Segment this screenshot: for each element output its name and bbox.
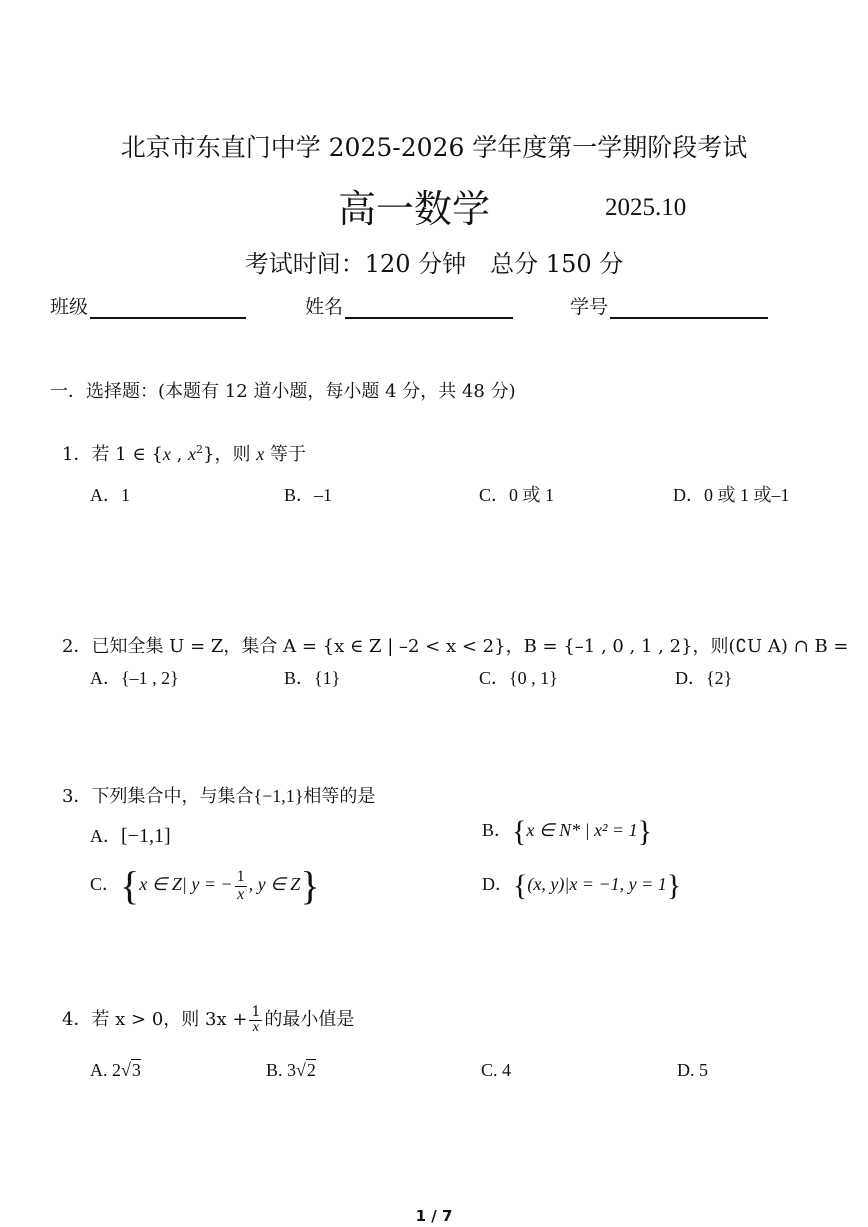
q1-comma: , — [170, 444, 189, 465]
q1-var: x — [162, 444, 171, 464]
q4-option-b — [266, 1060, 316, 1081]
q3-option-d — [482, 870, 681, 901]
q3-text-pre: 下列集合中，与集合 — [91, 786, 254, 807]
q2-option-b: B．{1} — [284, 668, 341, 688]
q2-option-d: D．{2} — [675, 668, 733, 688]
sqrt-icon: √ — [296, 1060, 306, 1080]
exam-date: 2025.10 — [605, 194, 687, 221]
fraction — [235, 869, 247, 904]
option-label: C． — [90, 874, 121, 895]
q3-option-c — [90, 863, 320, 908]
student-id-label: 学号 — [570, 296, 609, 318]
fraction-numerator: 1 — [251, 1004, 261, 1020]
q2-option-c: C．{0 , 1} — [479, 668, 558, 688]
question-2-stem: 2．已知全集 U = Z，集合 A = {x ∈ Z | –2 < x < 2}，B = {–1 , 0 , 1 , 2}，则(∁U A) ∩ B = — [62, 636, 849, 657]
q4-text-pre: 若 x > 0，则 3x + — [91, 1009, 248, 1031]
question-number: 1． — [62, 444, 92, 465]
q1-exponent: 2 — [196, 443, 204, 456]
q1-option-b: B．–1 — [284, 485, 333, 505]
option-text: A. 2 — [90, 1060, 121, 1080]
q1-option-c: C．0 或 1 — [479, 485, 555, 505]
option-label: D． — [482, 874, 513, 894]
question-number: 3． — [62, 786, 92, 807]
fraction-numerator: 1 — [236, 867, 245, 885]
q4-option-d: D. 5 — [677, 1060, 708, 1080]
fraction-denominator: x — [252, 1019, 259, 1035]
question-1-stem — [62, 440, 306, 466]
section-title: 一．选择题：(本题有 12 道小题，每小题 4 分，共 48 分) — [50, 381, 516, 402]
q3-b-expression: x ∈ N* | x² = 1 — [526, 820, 638, 840]
right-brace: } — [300, 863, 320, 908]
q1-text-post: 等于 — [264, 444, 306, 465]
student-id-blank — [610, 297, 768, 319]
class-field — [50, 292, 246, 319]
sqrt-icon: √ — [121, 1060, 131, 1080]
q1-option-d: D．0 或 1 或–1 — [673, 485, 790, 505]
q1-var: x — [188, 444, 197, 464]
option-label: A． — [90, 826, 121, 846]
q3-c-expression-right: , y ∈ Z — [248, 874, 301, 895]
right-brace: } — [637, 814, 652, 848]
left-brace: { — [512, 814, 527, 848]
q3-text-post: 相等的是 — [303, 786, 376, 807]
name-blank — [345, 297, 513, 319]
fraction-denominator: x — [237, 885, 245, 903]
right-brace: } — [666, 868, 682, 902]
q4-option-c: C. 4 — [481, 1060, 512, 1080]
option-text: B. 3 — [266, 1060, 297, 1080]
class-blank — [90, 297, 246, 319]
q3-option-a — [90, 822, 171, 848]
q3-option-b — [482, 816, 652, 847]
exam-subject: 高一数学 — [338, 187, 491, 231]
name-label: 姓名 — [305, 296, 344, 318]
q3-d-expression: (x, y)|x = −1, y = 1 — [527, 874, 667, 894]
q4-option-a — [90, 1060, 141, 1081]
q1-var: x — [256, 444, 265, 464]
q2-option-a: A．{–1 , 2} — [90, 668, 179, 688]
q4-text-post: 的最小值是 — [264, 1009, 355, 1031]
q3-c-expression-left: x ∈ Z| y = − — [139, 874, 233, 895]
left-brace: { — [120, 863, 140, 908]
question-number: 4． — [62, 1009, 92, 1031]
left-brace: { — [513, 868, 528, 902]
q1-text-pre: 若 1 ∈ { — [91, 444, 163, 465]
exam-time-info: 考试时间：120 分钟 总分 150 分 — [244, 250, 624, 278]
question-3-stem — [62, 782, 375, 808]
question-4-stem — [62, 1005, 354, 1035]
fraction — [249, 1005, 262, 1035]
name-field — [305, 292, 513, 319]
radicand: 3 — [131, 1060, 141, 1080]
radicand: 2 — [306, 1060, 316, 1080]
exam-title: 北京市东直门中学 2025-2026 学年度第一学期阶段考试 — [120, 133, 748, 162]
student-id-field — [570, 292, 768, 319]
q3-a-expression: [−1,1] — [121, 825, 171, 847]
option-label: B． — [482, 820, 513, 840]
q1-text-mid: }，则 — [203, 444, 257, 465]
class-label: 班级 — [50, 296, 89, 318]
q3-set: {−1,1} — [253, 786, 304, 806]
page-number: 1 / 7 — [415, 1207, 453, 1225]
q1-option-a: A．1 — [90, 485, 130, 505]
